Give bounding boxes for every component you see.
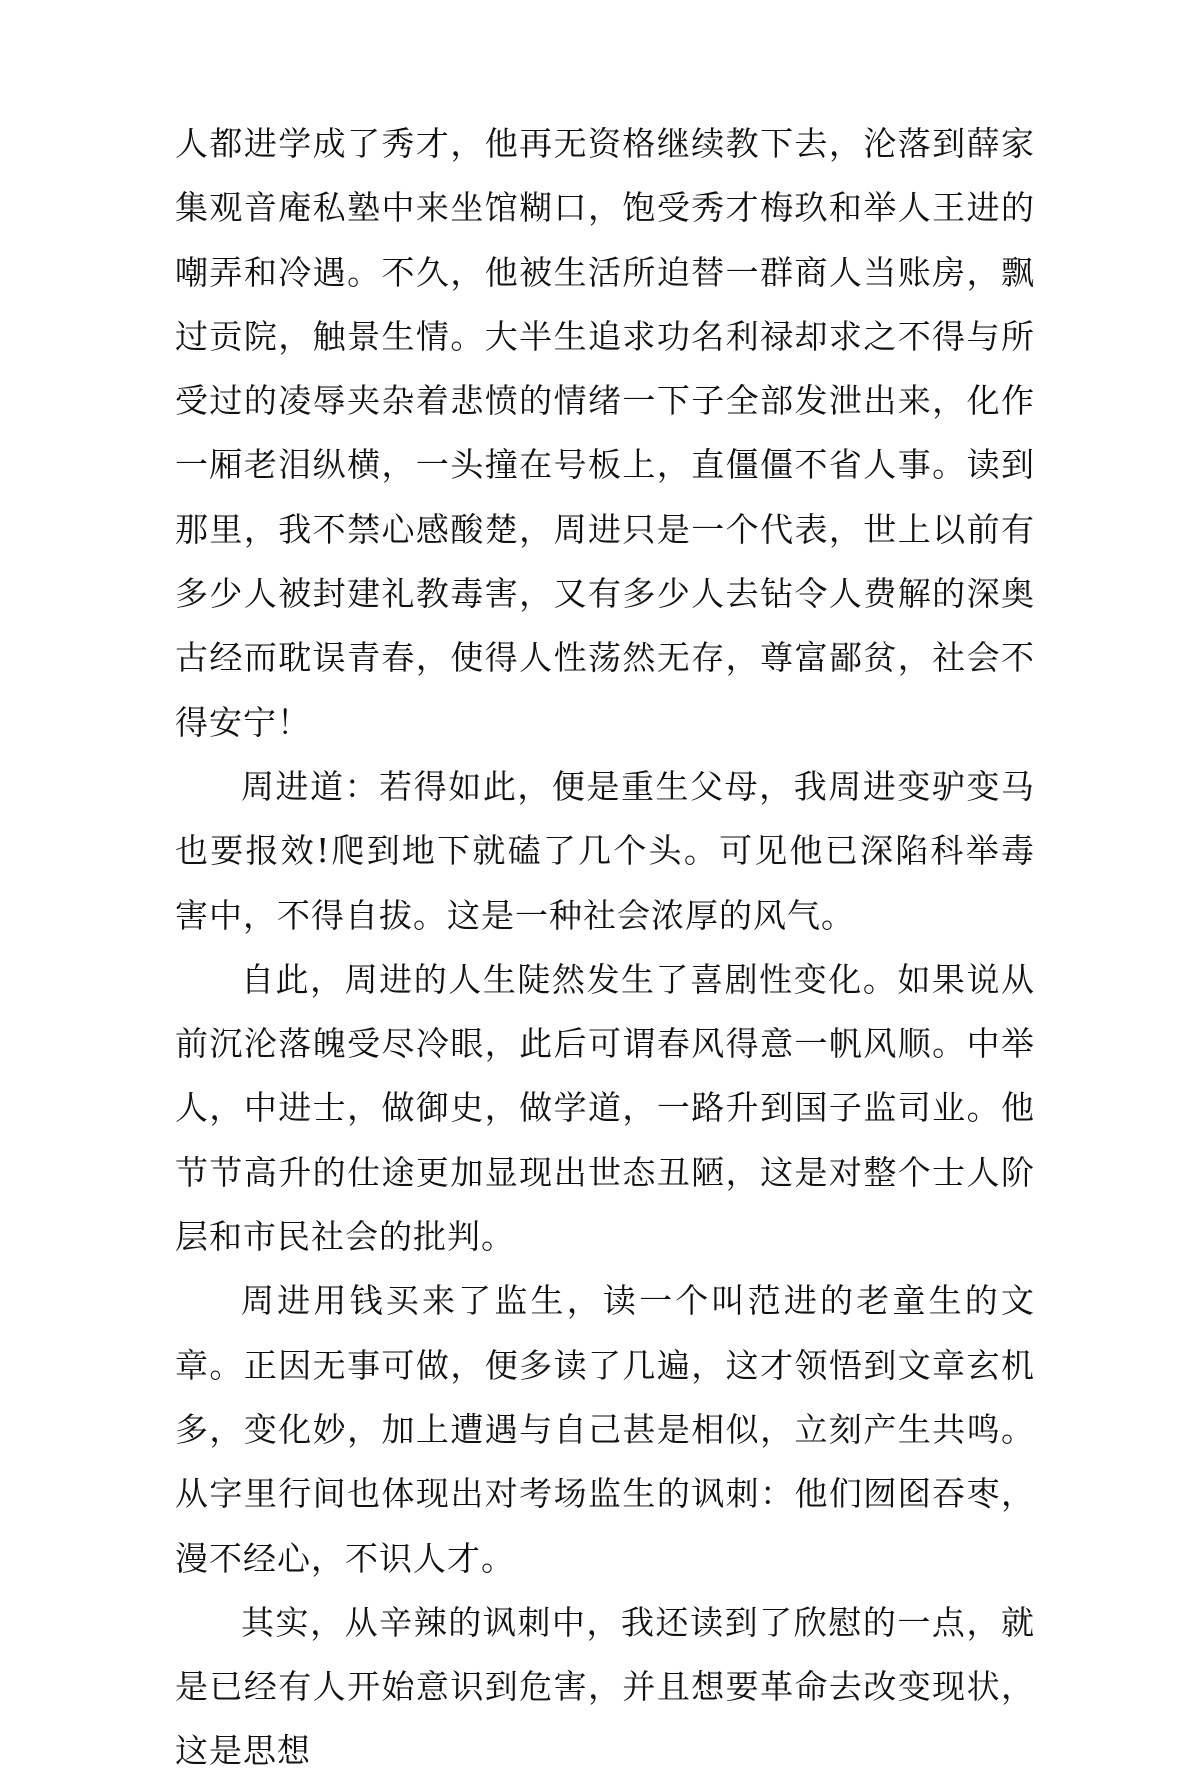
- paragraph-4: 周进用钱买来了监生，读一个叫范进的老童生的文章。正因无事可做，便多读了几遍，这才领悟到文章玄机多，变化妙，加上遭遇与自己甚是相似，立刻产生共鸣。从字里行间也体现出对考场监生的讽刺：他们囫囵吞枣，漫不经心，不识人才。: [175, 1281, 1035, 1578]
- paragraph-5: 其实，从辛辣的讽刺中，我还读到了欣慰的一点，就是已经有人开始意识到危害，并且想要革命去改变现状，这是思想: [175, 1602, 1035, 1771]
- paragraph-1: 人都进学成了秀才，他再无资格继续教下去，沦落到薛家集观音庵私塾中来坐馆糊口，饱受秀才梅玖和举人王进的嘲弄和冷遇。不久，他被生活所迫替一群商人当账房，飘过贡院，触景生情。大半生追求功名利禄却求之不得与所受过的凌辱夹杂着悲愤的情绪一下子全部发泄出来，化作一厢老泪纵横，一头撞在号板上，直僵僵不省人事。读到那里，我不禁心感酸楚，周进只是一个代表，世上以前有多少人被封建礼教毒害，又有多少人去钻令人费解的深奥古经而耽误青春，使得人性荡然无存，尊富鄙贫，社会不得安宁！: [175, 124, 1035, 742]
- paragraph-2: 周进道：若得如此，便是重生父母，我周进变驴变马也要报效!爬到地下就磕了几个头。可见他已深陷科举毒害中，不得自拔。这是一种社会浓厚的风气。: [175, 766, 1035, 935]
- document-page: [175, 112, 1035, 1784]
- paragraph-3: 自此，周进的人生陡然发生了喜剧性变化。如果说从前沉沦落魄受尽冷眼，此后可谓春风得意一帆风顺。中举人，中进士，做御史，做学道，一路升到国子监司业。他节节高升的仕途更加显现出世态丑陋，这是对整个士人阶层和市民社会的批判。: [175, 959, 1035, 1257]
